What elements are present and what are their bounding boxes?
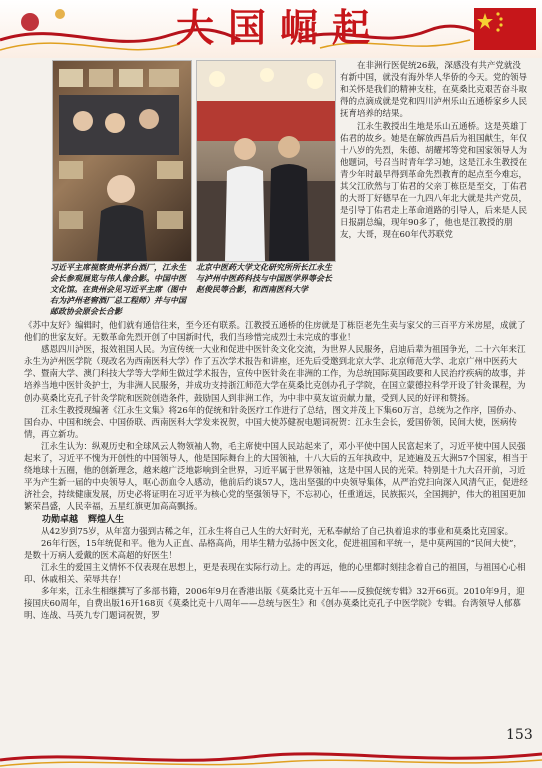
article-body xyxy=(24,320,528,622)
paragraph: 江永生认为：纵观历史和全球风云人物领袖人物，毛主席使中国人民站起来了，邓小平使中国人民富起来了，习近平使中国人民强起来了，习近平不愧为开创性的中国领导人，他是国际舞台上的大国领袖，十八大后的五年执政中，足迹遍及五大洲57个国家，相当于绕地球十五圈，他的创新理念，越来越广泛地影响到全世界，习近平属于世界领袖，这是中国人民的光荣。特别是十九大召开前，习近平为产生新一届的中央领导人，呕心沥血令人感动，他前后约谈57人，选出坚强的中央领导集体，从严治党扫向深入风清气正，促进经济社会，持续健康发展，历史必将证明在习近平为核心党的坚强领导下，不忘初心，任重道远，民族振兴，全国拥护，伟大的祖国更加繁荣昌盛，人民幸福，五星红旗更加高高飘扬。 xyxy=(24,441,528,513)
page-number: 153 xyxy=(506,727,533,743)
page-title: 大国崛起 xyxy=(175,6,384,50)
photo-caption-right: 北京中医药大学文化研究所所长江永生与泸州中医药科技与中国医学界等会长赵俊民等合影，和西南医科大学 xyxy=(196,262,332,294)
photo-caption-left: 习近平主席视察贵州茅台酒厂，江永生会长参观展览与伟人像合影。中国中医文化馆。在贵州会见习近平主席（图中右为泸州老窖酒厂总工程师）并与中国邮政协会原会长合影 xyxy=(50,262,186,316)
paragraph: 感恩四川泸医，报效祖国人民。为宣传统一大业和促进中医针灸文化交流，为世界人民服务，启迪后辈为祖国争光，二十六年来江永生为泸州医学院（现改名为西南医科大学）作了五次学术报告和讲座，还先后受邀到北京大学、北京师范大学、北京广州中医药大学、暨南大学、澳门科技大学等大学师生做过学术报告，宣传中医针灸在非洲的工作，为总统国际莫国政要和人民治疗疾病的故事，并培养当地中医针灸护士，为非洲人民服务，并成功支持浙江师范大学在莫桑比克创办孔子学院，在国立蒙德拉科学开设了针灸课程，为创办莫桑比克孔子针灸学院和医院创造条件，鼓励国人到非洲工作，为中非中莫友谊贡献力量，受到人民的好评和赞扬。 xyxy=(24,345,526,404)
section-subheading xyxy=(24,514,528,526)
subheading-part: 功勋卓越 xyxy=(42,514,79,525)
paragraph: 《苏中友好》编辑时，他们就有通信往来，至今还有联系。江教授五通桥的住房就是丁栋臣老先生卖与家父的三百平方米房屋，成就了他们的世家友好。无数革命先烈开创了中国新时代，我们当珍惜完成烈士未完成的事业！ xyxy=(24,321,526,344)
right-column-text xyxy=(340,60,528,241)
paragraph: 江永生教授现编著《江永生文集》将26年的促统和针灸医疗工作进行了总结，图文并茂上下集60万言，总统为之作序，国侨办、国台办、中国和统会、中国侨联、西南医科大学发来祝贺，中国大使苏健祝电题词祝贺：江永生会长，爱国侨领，民间大使，医病传情，再立新功。 xyxy=(24,405,522,440)
photo-two-men-banquet xyxy=(196,60,336,262)
paragraph: 从42岁到75岁，从年富力强到古稀之年，江永生将自己人生的大好时光，无私奉献给了自己执着追求的事业和莫桑比克国家。 xyxy=(41,526,514,537)
photo-xi-jinping-wall xyxy=(52,60,192,262)
paragraph: 江永生教授出生地是乐山五通桥。这是英雄丁佑君的故乡。她是在解放西昌后为祖国献生，年仅十八岁的先烈，朱德、胡耀邦等党和国家领导人为他题词，号召当时青年学习她，这是江永生教授在青少年时最早得到革命先烈教育的起点至今难忘，其父江欣然与丁佑君的父亲丁栋臣是至交，丁佑君的大哥丁好德早在一九四八年北大就是共产党员，是引导丁佑君走上革命道路的引导人，后来是人民日报副总编，现年90多了，他也是江教授的朋友，大哥，现在60年代苏联党 xyxy=(340,122,528,240)
paragraph: 26年行医，15年统促和平。他为人正直、品格高尚，用毕生精力弘扬中医文化，促进祖国和平统一，是中莫两国的“民间大使”，是数十万病人爱戴的医术高超的好医生！ xyxy=(24,538,522,561)
flag-icon xyxy=(474,8,536,50)
page-header xyxy=(0,0,542,58)
decorative-footer xyxy=(0,748,542,768)
subheading-part: 辉煌人生 xyxy=(88,514,125,525)
paragraph: 多年来，江永生相继撰写了多部书籍，2006年9月在香港出版《莫桑比克十五年——反独促统专辑》32开66页。2010年9月，迎接国庆60周年，自费出版16开168页《莫桑比克十八周年——总统与医生》和《创办莫桑比克孔子中医学院》专辑。台湾领导人郁慕明、连战、马英九专门题词祝贺，罗 xyxy=(24,587,525,622)
paragraph: 江永生的爱国主义情怀不仅表现在思想上，更是表现在实际行动上。走的再远，他的心里都时刻挂念着自己的祖国，与祖国心心相印、休戚相关、荣辱共存！ xyxy=(24,562,526,585)
paragraph: 在非洲行医促统26载，深感没有共产党就没有新中国，就没有海外华人华侨的今天。党的领导和关怀是我们的精神支柱，在莫桑比克艰苦奋斗取得的点滴成就是党和四川泸州乐山五通桥家乡人民抚育培养的结果。 xyxy=(340,61,528,119)
